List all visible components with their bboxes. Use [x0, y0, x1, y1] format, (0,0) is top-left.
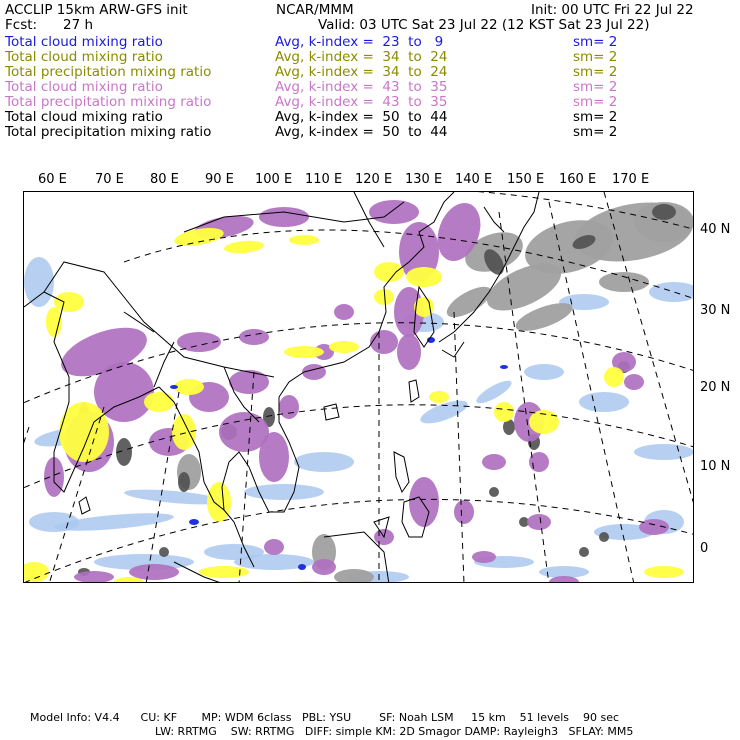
longitude-tick-label: 140 E: [455, 172, 493, 187]
longitude-tick-label: 100 E: [255, 172, 293, 187]
longitude-tick-label: 130 E: [405, 172, 443, 187]
cloud-mixing-low-level: [524, 364, 564, 380]
cloud-mixing-low-level: [24, 257, 54, 307]
legend-row: [5, 79, 735, 94]
cloud-mixing-low-level: [649, 282, 694, 302]
precipitation-mixing-mid-level: [369, 200, 419, 224]
mixing-ratio-yellow-band: [199, 566, 249, 578]
mixing-ratio-yellow-band: [494, 402, 514, 422]
valid-time: Valid: 03 UTC Sat 23 Jul 22 (12 KST Sat 23 Jul 22): [318, 17, 650, 33]
cloud-mixing-dense-core: [599, 532, 609, 542]
legend-field-name: Total cloud mixing ratio: [5, 79, 163, 95]
cloud-mixing-dense-core: [652, 204, 676, 220]
legend-smoothing: sm= 2: [573, 49, 618, 65]
precipitation-mixing-mid-level: [259, 207, 309, 227]
precipitation-mixing-mid-level: [397, 334, 421, 370]
coastline: [154, 342, 174, 387]
precipitation-mixing-mid-level: [239, 329, 269, 345]
cloud-mixing-low-level: [579, 392, 629, 412]
precipitation-mixing-mid-level: [229, 370, 269, 394]
precipitation-mixing-mid-level: [454, 500, 474, 524]
init-time: Init: 00 UTC Fri 22 Jul 22: [531, 2, 694, 18]
legend-smoothing: sm= 2: [573, 109, 618, 125]
legend-row: [5, 34, 735, 49]
legend-field-name: Total cloud mixing ratio: [5, 34, 163, 50]
legend-row: [5, 124, 735, 139]
cloud-mixing-strong: [170, 385, 178, 389]
legend-row: [5, 49, 735, 64]
longitude-tick-label: 70 E: [95, 172, 124, 187]
longitude-gridline: [454, 312, 464, 583]
legend-row: [5, 94, 735, 109]
map-title: ACCLIP 15km ARW-GFS init: [5, 2, 188, 18]
cloud-mixing-low-level: [294, 452, 354, 472]
legend-smoothing: sm= 2: [573, 79, 618, 95]
map-panel: [23, 191, 694, 583]
mixing-ratio-yellow-band: [406, 267, 442, 287]
precipitation-mixing-mid-level: [334, 304, 354, 320]
coastline: [442, 342, 464, 357]
latitude-tick-label: 40 N: [700, 222, 731, 237]
mixing-ratio-fields: [24, 194, 694, 583]
latitude-tick-label: 10 N: [700, 459, 731, 474]
cloud-mixing-dense-core: [159, 547, 169, 557]
coastline: [409, 380, 419, 402]
cloud-mixing-upper-level: [334, 569, 374, 583]
legend-smoothing: sm= 2: [573, 34, 618, 50]
forecast-label: Fcst:: [5, 17, 38, 33]
mixing-ratio-yellow-band: [284, 346, 324, 358]
mixing-ratio-yellow-band: [207, 482, 231, 522]
precipitation-mixing-mid-level: [279, 395, 299, 419]
legend-avg-range: Avg, k-index = 34 to 24: [275, 49, 448, 65]
legend-row: [5, 64, 735, 79]
legend-avg-range: Avg, k-index = 34 to 24: [275, 64, 448, 80]
cloud-mixing-strong: [189, 519, 199, 525]
mixing-ratio-yellow-band: [374, 262, 404, 282]
cloud-mixing-low-level: [244, 484, 324, 500]
precipitation-mixing-mid-level: [312, 559, 336, 575]
precipitation-mixing-mid-level: [259, 432, 289, 482]
legend-avg-range: Avg, k-index = 23 to 9: [275, 34, 444, 50]
latitude-tick-label: 30 N: [700, 303, 731, 318]
coastline: [324, 404, 339, 420]
precipitation-mixing-mid-level: [482, 454, 506, 470]
map-canvas: [24, 192, 694, 583]
precipitation-mixing-mid-level: [472, 551, 496, 563]
mixing-ratio-yellow-band: [644, 566, 684, 578]
cloud-mixing-dense-core: [178, 472, 190, 492]
cloud-mixing-low-level: [29, 512, 79, 532]
longitude-tick-label: 80 E: [150, 172, 179, 187]
legend-field-name: Total precipitation mixing ratio: [5, 94, 212, 110]
legend-smoothing: sm= 2: [573, 124, 618, 140]
precipitation-mixing-mid-level: [527, 514, 551, 530]
cloud-mixing-strong: [298, 564, 306, 570]
cloud-mixing-low-level: [204, 544, 264, 560]
mixing-ratio-yellow-band: [329, 341, 359, 353]
longitude-tick-label: 110 E: [305, 172, 343, 187]
longitude-tick-label: 170 E: [612, 172, 650, 187]
cloud-mixing-strong: [500, 365, 508, 369]
legend-row: [5, 109, 735, 124]
legend-field-name: Total precipitation mixing ratio: [5, 64, 212, 80]
cloud-mixing-low-level: [634, 444, 694, 460]
mixing-ratio-yellow-band: [604, 367, 624, 387]
legend-avg-range: Avg, k-index = 50 to 44: [275, 124, 448, 140]
mixing-ratio-yellow-band: [54, 292, 84, 312]
longitude-tick-label: 160 E: [559, 172, 597, 187]
legend-avg-range: Avg, k-index = 43 to 35: [275, 79, 448, 95]
mixing-ratio-yellow-band: [24, 562, 49, 582]
legend-avg-range: Avg, k-index = 50 to 44: [275, 109, 448, 125]
longitude-tick-label: 90 E: [205, 172, 234, 187]
mixing-ratio-yellow-band: [224, 239, 265, 254]
precipitation-mixing-mid-level: [409, 477, 439, 527]
cloud-mixing-dense-core: [489, 487, 499, 497]
mixing-ratio-yellow-band: [289, 235, 319, 245]
model-info-line1: Model Info: V4.4 CU: KF MP: WDM 6class PBL: YSU SF: Noah LSM 15 km 51 levels 90 sec: [30, 711, 620, 724]
mixing-ratio-yellow-band: [172, 414, 196, 450]
longitude-tick-label: 60 E: [38, 172, 67, 187]
precipitation-mixing-mid-level: [370, 330, 398, 354]
cloud-mixing-dense-core: [579, 547, 589, 557]
mixing-ratio-yellow-band: [289, 581, 329, 583]
legend-smoothing: sm= 2: [573, 94, 618, 110]
longitude-gridline: [24, 427, 29, 472]
cloud-mixing-upper-level: [599, 272, 649, 292]
legend-avg-range: Avg, k-index = 43 to 35: [275, 94, 448, 110]
cloud-mixing-low-level: [474, 377, 515, 407]
legend-field-name: Total precipitation mixing ratio: [5, 124, 212, 140]
precipitation-mixing-mid-level: [74, 571, 114, 583]
model-info-line2: LW: RRTMG SW: RRTMG DIFF: simple KM: 2D Smagor DAMP: Rayleigh3 SFLAY: MM5: [155, 725, 634, 738]
coastline: [394, 452, 409, 492]
mixing-ratio-yellow-band: [46, 307, 62, 337]
legend-smoothing: sm= 2: [573, 64, 618, 80]
legend-field-name: Total cloud mixing ratio: [5, 49, 163, 65]
precipitation-mixing-mid-level: [624, 374, 644, 390]
coastline: [79, 497, 90, 514]
legend-field-name: Total cloud mixing ratio: [5, 109, 163, 125]
center-label: NCAR/MMM: [276, 2, 354, 18]
latitude-tick-label: 0: [700, 541, 709, 556]
latitude-tick-label: 20 N: [700, 380, 731, 395]
precipitation-mixing-mid-level: [129, 564, 179, 580]
mixing-ratio-yellow-band: [144, 392, 174, 412]
longitude-tick-label: 120 E: [355, 172, 393, 187]
precipitation-mixing-mid-level: [264, 539, 284, 555]
forecast-hours: 27 h: [63, 17, 94, 33]
longitude-tick-label: 150 E: [507, 172, 545, 187]
mixing-ratio-yellow-band: [429, 391, 449, 403]
